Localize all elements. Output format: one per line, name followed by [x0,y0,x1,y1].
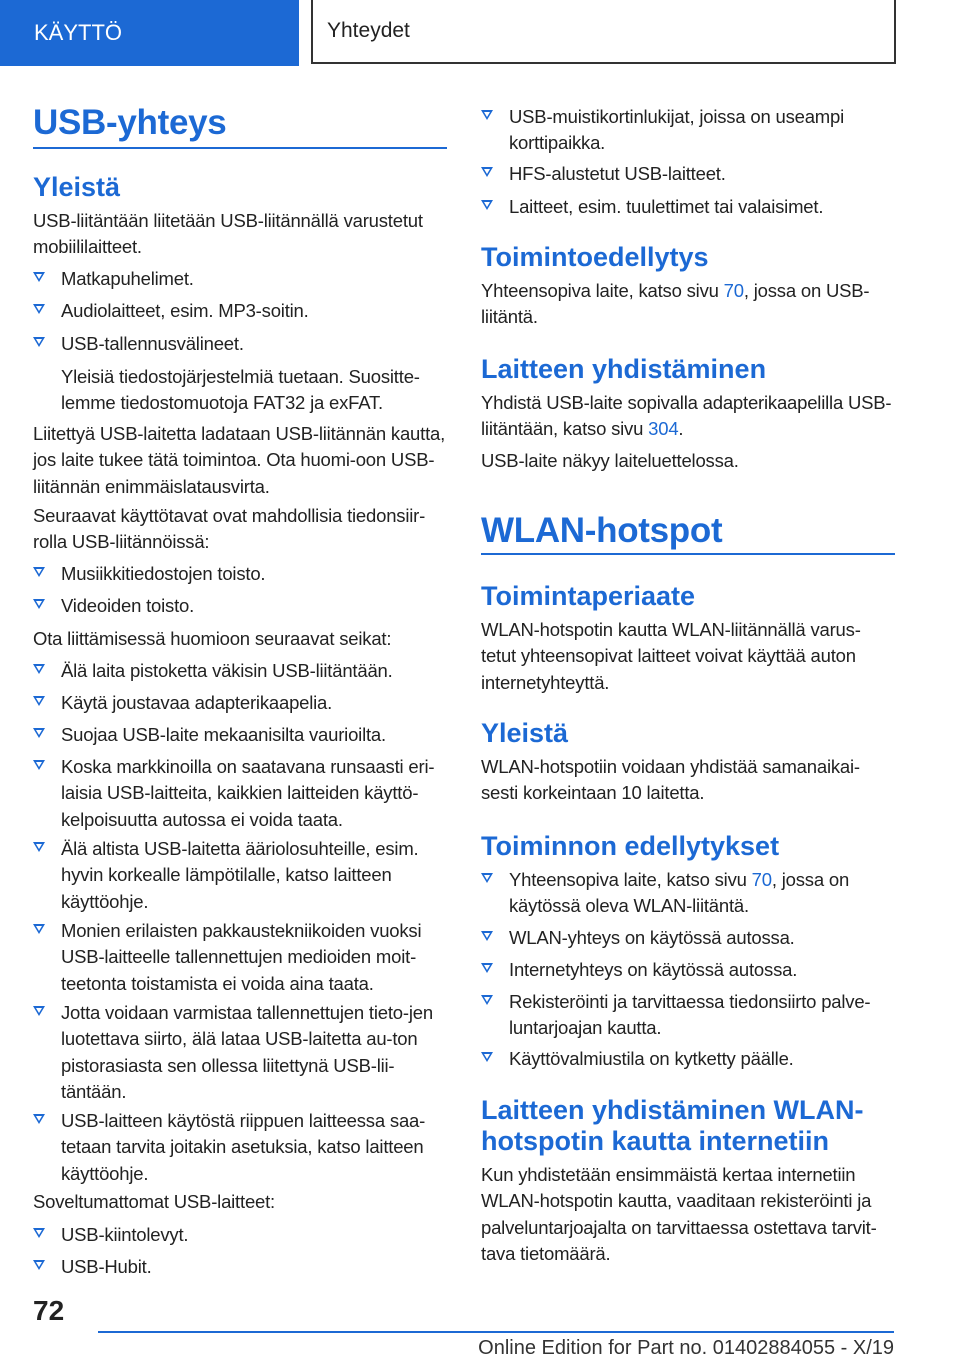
list-item: Matkapuhelimet. [33,266,447,292]
list-item: Jotta voidaan varmistaa tallennettujen tieto-jen luotettava siirto, älä lataa USB-laitetta au-ton pistorasiasta sen ollessa liitettynä USB-lii-täntään. [33,1000,447,1105]
footer-edition: Online Edition for Part no. 01402884055 - X/19 [478,1337,894,1359]
triangle-bullet-icon [33,599,45,609]
list-item: USB-Hubit. [33,1254,447,1280]
wlan-title: WLAN-hotspot [481,511,723,550]
triangle-bullet-icon [33,1260,45,1270]
triangle-bullet-icon [481,995,493,1005]
list-item: Suojaa USB-laite mekaanisilta vaurioilta. [33,722,447,748]
list-item: Käytä joustavaa adapterikaapelia. [33,690,447,716]
triangle-bullet-icon [481,931,493,941]
heading-general: Yleistä [33,172,121,202]
page-number: 72 [33,1295,65,1326]
list-item: WLAN-yhteys on käytössä autossa. [481,925,895,951]
list-item: Yhteensopiva laite, katso sivu 70, jossa on käytössä oleva WLAN-liitäntä. [481,867,895,920]
connect-text: Yhdistä USB-laite sopivalla adapterikaapelilla USB-liitäntään, katso sivu 304. [481,392,892,440]
principle-text: WLAN-hotspotin kautta WLAN-liitännällä varus-tetut yhteensopivat laitteet voivat käyttää auton internetyhteyttä. [481,619,861,693]
triangle-bullet-icon [33,664,45,674]
triangle-bullet-icon [33,1006,45,1016]
page-link[interactable]: 70 [751,869,772,890]
page-link[interactable]: 70 [723,280,744,301]
chapter-title: Yhteydet [311,0,896,64]
title-rule [481,553,895,555]
list-item: Koska markkinoilla on saatavana runsaasti eri-laisia USB-laitteita, kaikkien laitteiden käyttö-kelpoisuutta autossa ei voida taata. [33,754,447,833]
list-item: Internetyhteys on käytössä autossa. [481,957,895,983]
list-item: Monien erilaisten pakkaustekniikoiden vuoksi USB-laitteelle tallennettujen medioiden moit-teetonta toistamista ei voida aina taata. [33,918,447,997]
section-tab: KÄYTTÖ [0,0,299,66]
connect-note: USB-laite näkyy laiteluettelossa. [481,450,739,471]
list-item: Audiolaitteet, esim. MP3-soitin. [33,298,447,324]
triangle-bullet-icon [481,167,493,177]
requirements-text: Yhteensopiva laite, katso sivu 70, jossa on USB-liitäntä. [481,280,870,328]
list-item: HFS-alustetut USB-laitteet. [481,161,895,187]
usage-intro: Seuraavat käyttötavat ovat mahdollisia tiedonsiir-rolla USB-liitännöissä: [33,505,426,553]
usb-title: USB-yhteys [33,103,227,142]
heading-wlan-connect: Laitteen yhdistäminen WLAN- hotspotin kautta internetiin [481,1095,864,1156]
heading-general-wlan: Yleistä [481,718,569,748]
page-link[interactable]: 304 [648,418,679,440]
triangle-bullet-icon [33,1228,45,1238]
wlan-connect-text: Kun yhdistetään ensimmäistä kertaa internetiin WLAN-hotspotin kautta, vaaditaan rekisteröinti ja palveluntarjoajalta on tarvittaessa ostettava tarvit-tava tietomäärä. [481,1164,877,1264]
intro-text: USB-liitäntään liitetään USB-liitännällä varustetut mobiililaitteet. [33,210,423,258]
triangle-bullet-icon [33,567,45,577]
list-item: USB-laitteen käytöstä riippuen laitteessa saa-tetaan tarvita joitakin asetuksia, katso laitteen käyttöohje. [33,1108,447,1187]
heading-function-requirements: Toiminnon edellytykset [481,831,780,861]
triangle-bullet-icon [481,200,493,210]
charging-text: Liitettyä USB-laitetta ladataan USB-liitännän kautta, jos laite tukee tätä toimintoa. Ota huomi-oon USB-liitännän enimmäislatausvirta. [33,423,446,497]
heading-requirements: Toimintoedellytys [481,242,709,272]
triangle-bullet-icon [481,963,493,973]
list-item: Älä altista USB-laitetta ääriolosuhteille, esim. hyvin korkealle lämpötilalle, katso laitteen käyttöohje. [33,836,447,915]
title-rule [33,147,447,149]
triangle-bullet-icon [481,110,493,120]
list-item: Rekisteröinti ja tarvittaessa tiedonsiirto palve-luntarjoajan kautta. [481,989,895,1042]
list-item: Laitteet, esim. tuulettimet tai valaisimet. [481,194,895,220]
incompatible-intro: Soveltumattomat USB-laitteet: [33,1191,275,1212]
triangle-bullet-icon [33,1114,45,1124]
triangle-bullet-icon [33,760,45,770]
triangle-bullet-icon [33,924,45,934]
heading-connect: Laitteen yhdistäminen [481,354,767,384]
triangle-bullet-icon [481,1052,493,1062]
list-item: Älä laita pistoketta väkisin USB-liitäntään. [33,658,447,684]
triangle-bullet-icon [33,728,45,738]
list-item: USB-tallennusvälineet. [33,331,447,357]
list-item: Musiikkitiedostojen toisto. [33,561,447,587]
list-item: USB-muistikortinlukijat, joissa on useampi korttipaikka. [481,104,895,157]
heading-principle: Toimintaperiaate [481,581,696,611]
footer-rule [98,1331,894,1333]
list-item: Videoiden toisto. [33,593,447,619]
list-item: USB-kiintolevyt. [33,1222,447,1248]
triangle-bullet-icon [33,842,45,852]
triangle-bullet-icon [33,337,45,347]
triangle-bullet-icon [33,272,45,282]
general-text: WLAN-hotspotiin voidaan yhdistää samanaikai-sesti korkeintaan 10 laitetta. [481,756,860,804]
triangle-bullet-icon [33,304,45,314]
list-item: Käyttövalmiustila on kytketty päälle. [481,1046,895,1072]
fs-note: Yleisiä tiedostojärjestelmiä tuetaan. Suositte-lemme tiedostomuotoja FAT32 ja exFAT. [61,366,420,414]
triangle-bullet-icon [481,873,493,883]
triangle-bullet-icon [33,696,45,706]
notes-intro: Ota liittämisessä huomioon seuraavat seikat: [33,628,392,649]
